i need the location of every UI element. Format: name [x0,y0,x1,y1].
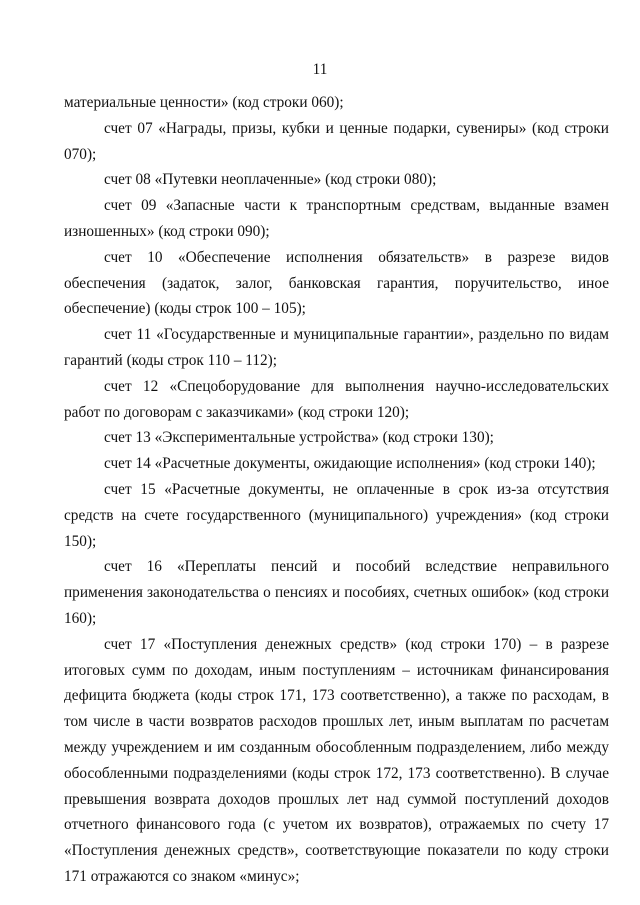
paragraph-account-12: счет 12 «Спецоборудование для выполнения научно-исследовательских работ по договорам с заказчиками» (код строки 120); [64,377,609,421]
paragraph-account-14: счет 14 «Расчетные документы, ожидающие исполнения» (код строки 140); [104,455,596,473]
paragraph-account-13: счет 13 «Экспериментальные устройства» (код строки 130); [104,429,494,447]
document-body [64,90,609,890]
paragraph-continuation: материальные ценности» (код строки 060); [64,94,344,111]
paragraph-account-09: счет 09 «Запасные части к транспортным средствам, выданные взамен изношенных» (код строки 090); [64,197,609,240]
paragraph-account-16: счет 16 «Переплаты пенсий и пособий вследствие неправильного применения законодательства о пенсиях и пособиях, счетных ошибок» (код строки 160); [64,558,609,627]
paragraph-account-17: счет 17 «Поступления денежных средств» (код строки 170) – в разрезе итоговых сумм по доходам, иным поступлениям – источникам финансирования дефицита бюджета (коды строк 171, 173 соответственно), а также по расходам, в том числе в части возвратов расходов прошлых лет, иным выплатам по расчетам между учреждением и им созданным обособленным подразделением, либо между обособленными подразделениями (коды строк 172, 173 соответственно). В случае превышения возврата доходов прошлых лет над суммой поступлений доходов отчетного финансового года (с учетом их возвратов), отражаемых по счету 17 «Поступления денежных средств», соответствующие показатели по коду строки 171 отражаются со знаком «минус»; [64,635,609,885]
paragraph-account-08: счет 08 «Путевки неоплаченные» (код строки 080); [104,171,437,189]
paragraph-account-10: счет 10 «Обеспечение исполнения обязательств» в разрезе видов обеспечения (задаток, залог, банковская гарантия, поручительство, иное обеспечение) (коды строк 100 – 105); [64,248,609,318]
page-number: 11 [312,61,328,78]
paragraph-account-07: счет 07 «Награды, призы, кубки и ценные подарки, сувениры» (код строки 070); [64,119,609,163]
paragraph-account-11: счет 11 «Государственные и муниципальные гарантии», раздельно по видам гарантий (коды строк 110 – 112); [64,326,609,369]
paragraph-account-15: счет 15 «Расчетные документы, не оплаченные в срок из-за отсутствия средств на счете государственного (муниципального) учреждения» (код строки 150); [64,480,609,550]
